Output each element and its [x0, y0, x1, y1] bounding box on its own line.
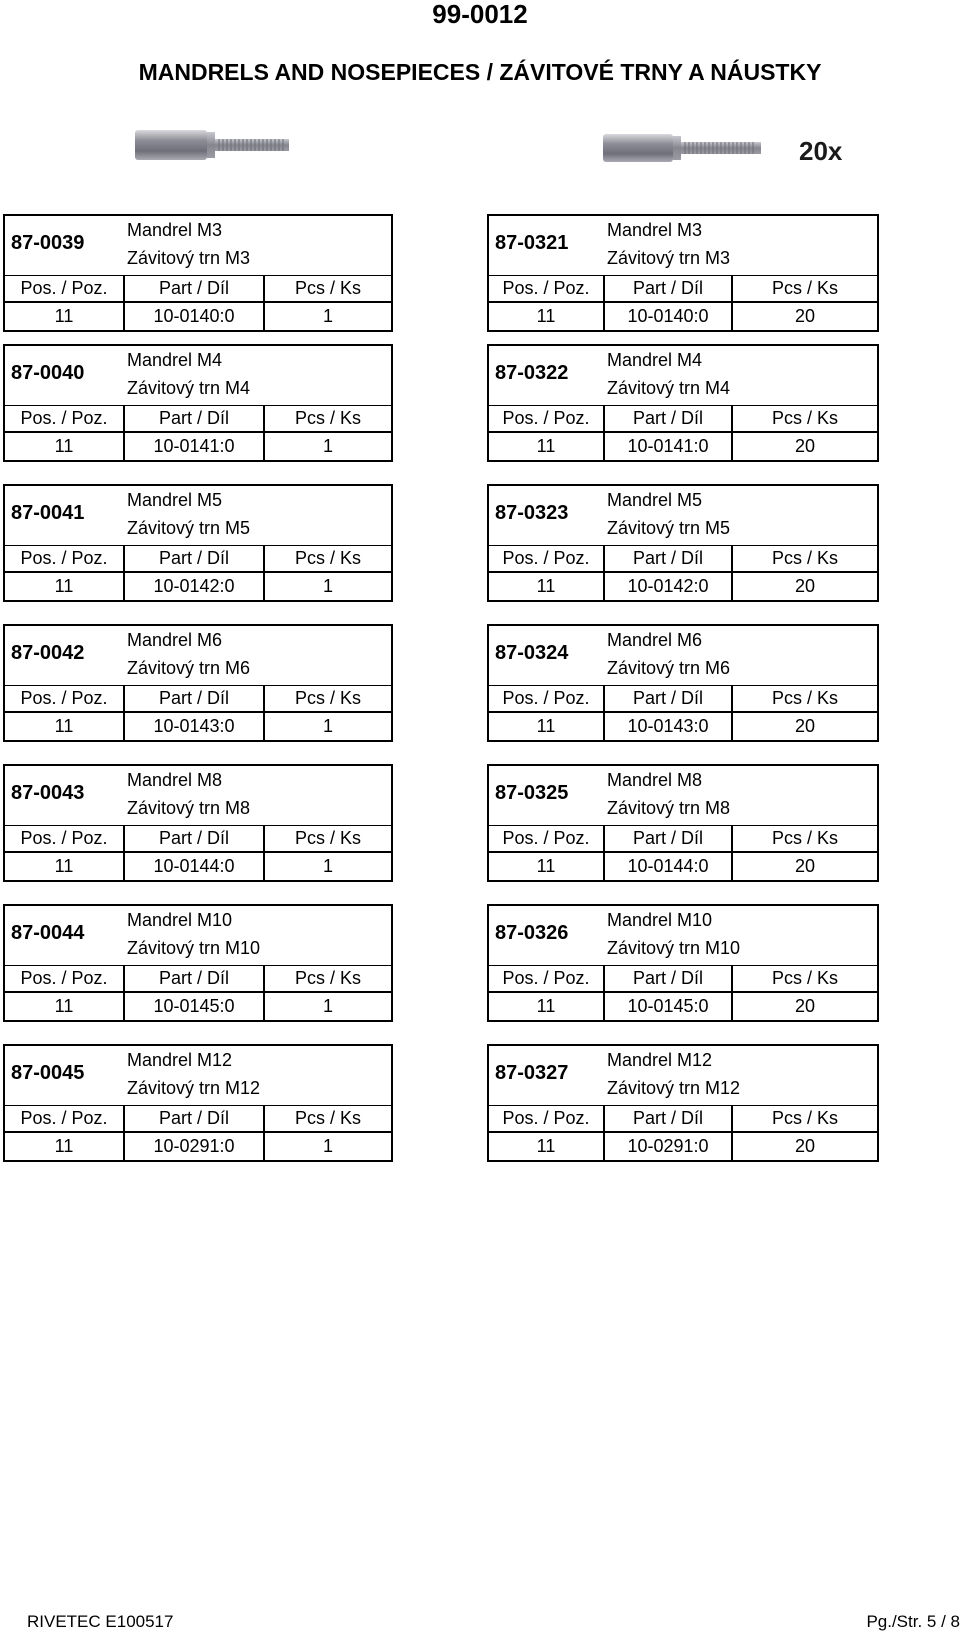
- table-row: [489, 1131, 877, 1160]
- part-value: 10-0141:0: [605, 433, 733, 460]
- pos-header: Pos. / Poz.: [489, 1106, 605, 1131]
- item-name-en: Mandrel M6: [127, 630, 223, 650]
- part-header: Part / Díl: [605, 826, 733, 851]
- document-reference: RIVETEC E100517: [27, 1612, 174, 1631]
- item-name-en: Mandrel M3: [127, 220, 223, 240]
- part-value: 10-0145:0: [125, 993, 265, 1020]
- pcs-value: 1: [322, 306, 333, 326]
- table-row: [489, 991, 877, 1020]
- item-code: 87-0326: [495, 922, 569, 944]
- item-name-en: Mandrel M10: [607, 910, 713, 930]
- item-name-en: Mandrel M10: [127, 910, 233, 930]
- pcs-header: Pcs / Ks: [771, 688, 838, 708]
- part-value: 10-0291:0: [605, 1133, 733, 1160]
- item-code: 87-0322: [495, 362, 569, 384]
- item-code: 87-0041: [11, 502, 85, 524]
- item-code: 87-0323: [495, 502, 569, 524]
- pcs-header: Pcs / Ks: [294, 408, 361, 428]
- pcs-value: 20: [794, 856, 816, 876]
- part-value: 10-0144:0: [125, 853, 265, 880]
- item-name-cz: Závitový trn M6: [127, 658, 251, 678]
- pos-value: 11: [489, 853, 605, 880]
- part-header: Part / Díl: [605, 686, 733, 711]
- part-header: Part / Díl: [605, 406, 733, 431]
- pcs-value: 1: [322, 1136, 333, 1156]
- table-row: [489, 431, 877, 460]
- page-title: MANDRELS AND NOSEPIECES / ZÁVITOVÉ TRNY A NÁUSTKY: [138, 59, 822, 85]
- table-row: [5, 711, 391, 740]
- pos-header: Pos. / Poz.: [489, 826, 605, 851]
- pos-value: 11: [489, 433, 605, 460]
- part-header: Part / Díl: [125, 686, 265, 711]
- mandrel-illustration-left: [135, 126, 305, 166]
- pcs-value: 20: [794, 996, 816, 1016]
- part-value: 10-0144:0: [605, 853, 733, 880]
- item-box: [487, 904, 879, 1022]
- item-box: [3, 624, 393, 742]
- document-code: 99-0012: [432, 0, 528, 29]
- pos-header: Pos. / Poz.: [5, 826, 125, 851]
- item-box: [487, 1044, 879, 1162]
- table-header-row: [489, 685, 877, 711]
- item-name-en: Mandrel M12: [127, 1050, 233, 1070]
- table-row: [489, 301, 877, 330]
- pos-value: 11: [5, 993, 125, 1020]
- item-name-en: Mandrel M3: [607, 220, 703, 240]
- item-code: 87-0044: [11, 922, 85, 944]
- table-row: [5, 851, 391, 880]
- pos-value: 11: [489, 993, 605, 1020]
- table-header-row: [5, 685, 391, 711]
- item-box: [487, 214, 879, 332]
- table-row: [5, 571, 391, 600]
- table-header-row: [489, 1105, 877, 1131]
- part-header: Part / Díl: [605, 546, 733, 571]
- part-value: 10-0143:0: [125, 713, 265, 740]
- table-row: [489, 711, 877, 740]
- pos-header: Pos. / Poz.: [489, 686, 605, 711]
- pos-value: 11: [5, 1133, 125, 1160]
- part-header: Part / Díl: [125, 1106, 265, 1131]
- item-box: [487, 624, 879, 742]
- pcs-value: 1: [322, 716, 333, 736]
- table-header-row: [489, 275, 877, 301]
- pcs-header: Pcs / Ks: [771, 408, 838, 428]
- item-name-cz: Závitový trn M8: [607, 798, 731, 818]
- pos-header: Pos. / Poz.: [489, 276, 605, 301]
- part-header: Part / Díl: [125, 276, 265, 301]
- item-box: [3, 484, 393, 602]
- item-name-en: Mandrel M8: [607, 770, 703, 790]
- item-name-cz: Závitový trn M8: [127, 798, 251, 818]
- page-number: Pg./Str. 5 / 8: [866, 1612, 960, 1631]
- pos-value: 11: [5, 433, 125, 460]
- item-name-cz: Závitový trn M10: [127, 938, 261, 958]
- item-code: 87-0042: [11, 642, 85, 664]
- pos-header: Pos. / Poz.: [489, 966, 605, 991]
- pos-value: 11: [489, 1133, 605, 1160]
- pcs-header: Pcs / Ks: [771, 828, 838, 848]
- pcs-value: 20: [794, 716, 816, 736]
- pos-header: Pos. / Poz.: [5, 1106, 125, 1131]
- item-box: [3, 344, 393, 462]
- mandrel-illustration-right: [603, 130, 768, 166]
- item-box: [3, 1044, 393, 1162]
- table-row: [5, 991, 391, 1020]
- item-box: [487, 764, 879, 882]
- pos-header: Pos. / Poz.: [5, 546, 125, 571]
- pcs-header: Pcs / Ks: [771, 548, 838, 568]
- part-value: 10-0141:0: [125, 433, 265, 460]
- item-name-cz: Závitový trn M12: [607, 1078, 741, 1098]
- item-box: [3, 904, 393, 1022]
- part-header: Part / Díl: [125, 966, 265, 991]
- pos-header: Pos. / Poz.: [489, 406, 605, 431]
- item-box: [487, 484, 879, 602]
- table-header-row: [5, 275, 391, 301]
- pcs-header: Pcs / Ks: [771, 278, 838, 298]
- pos-header: Pos. / Poz.: [5, 686, 125, 711]
- part-value: 10-0143:0: [605, 713, 733, 740]
- pos-value: 11: [5, 853, 125, 880]
- pos-value: 11: [489, 303, 605, 330]
- pcs-value: 1: [322, 576, 333, 596]
- table-row: [5, 1131, 391, 1160]
- pos-value: 11: [489, 573, 605, 600]
- pcs-value: 1: [322, 436, 333, 456]
- table-header-row: [489, 825, 877, 851]
- item-code: 87-0043: [11, 782, 85, 804]
- pcs-header: Pcs / Ks: [294, 1108, 361, 1128]
- table-header-row: [489, 965, 877, 991]
- item-name-cz: Závitový trn M4: [607, 378, 731, 398]
- table-header-row: [5, 545, 391, 571]
- table-header-row: [489, 405, 877, 431]
- item-code: 87-0324: [495, 642, 569, 664]
- item-name-cz: Závitový trn M5: [127, 518, 251, 538]
- table-header-row: [5, 965, 391, 991]
- part-header: Part / Díl: [605, 276, 733, 301]
- table-header-row: [5, 825, 391, 851]
- part-value: 10-0142:0: [605, 573, 733, 600]
- part-value: 10-0140:0: [605, 303, 733, 330]
- item-box: [487, 344, 879, 462]
- pcs-header: Pcs / Ks: [771, 968, 838, 988]
- quantity-label: 20x: [799, 136, 843, 166]
- item-code: 87-0039: [11, 232, 85, 254]
- pos-value: 11: [5, 303, 125, 330]
- item-name-en: Mandrel M5: [607, 490, 703, 510]
- part-value: 10-0140:0: [125, 303, 265, 330]
- pos-value: 11: [489, 713, 605, 740]
- pos-header: Pos. / Poz.: [489, 546, 605, 571]
- item-name-en: Mandrel M6: [607, 630, 703, 650]
- part-header: Part / Díl: [125, 546, 265, 571]
- item-name-cz: Závitový trn M12: [127, 1078, 261, 1098]
- table-row: [489, 571, 877, 600]
- item-name-cz: Závitový trn M3: [127, 248, 251, 268]
- item-code: 87-0325: [495, 782, 569, 804]
- item-code: 87-0327: [495, 1062, 569, 1084]
- pcs-header: Pcs / Ks: [294, 688, 361, 708]
- item-name-cz: Závitový trn M5: [607, 518, 731, 538]
- pcs-header: Pcs / Ks: [771, 1108, 838, 1128]
- item-name-en: Mandrel M4: [127, 350, 223, 370]
- item-code: 87-0045: [11, 1062, 85, 1084]
- item-name-en: Mandrel M12: [607, 1050, 713, 1070]
- part-value: 10-0145:0: [605, 993, 733, 1020]
- pcs-value: 20: [794, 306, 816, 326]
- pcs-header: Pcs / Ks: [294, 828, 361, 848]
- item-name-cz: Závitový trn M6: [607, 658, 731, 678]
- table-header-row: [5, 1105, 391, 1131]
- part-header: Part / Díl: [605, 1106, 733, 1131]
- pos-header: Pos. / Poz.: [5, 966, 125, 991]
- table-header-row: [5, 405, 391, 431]
- pcs-value: 20: [794, 436, 816, 456]
- pcs-header: Pcs / Ks: [294, 968, 361, 988]
- pcs-value: 1: [322, 856, 333, 876]
- pos-header: Pos. / Poz.: [5, 276, 125, 301]
- pcs-value: 20: [794, 576, 816, 596]
- pos-value: 11: [5, 713, 125, 740]
- item-box: [3, 214, 393, 332]
- part-header: Part / Díl: [125, 826, 265, 851]
- pcs-header: Pcs / Ks: [294, 278, 361, 298]
- pcs-value: 1: [322, 996, 333, 1016]
- part-value: 10-0142:0: [125, 573, 265, 600]
- item-code: 87-0040: [11, 362, 85, 384]
- item-code: 87-0321: [495, 232, 569, 254]
- pcs-header: Pcs / Ks: [294, 548, 361, 568]
- part-value: 10-0291:0: [125, 1133, 265, 1160]
- pcs-value: 20: [794, 1136, 816, 1156]
- item-name-en: Mandrel M8: [127, 770, 223, 790]
- part-header: Part / Díl: [125, 406, 265, 431]
- pos-header: Pos. / Poz.: [5, 406, 125, 431]
- table-row: [5, 431, 391, 460]
- pos-value: 11: [5, 573, 125, 600]
- table-header-row: [489, 545, 877, 571]
- item-box: [3, 764, 393, 882]
- table-row: [489, 851, 877, 880]
- item-name-cz: Závitový trn M4: [127, 378, 251, 398]
- item-name-cz: Závitový trn M3: [607, 248, 731, 268]
- item-name-en: Mandrel M4: [607, 350, 703, 370]
- table-row: [5, 301, 391, 330]
- item-name-cz: Závitový trn M10: [607, 938, 741, 958]
- part-header: Part / Díl: [605, 966, 733, 991]
- item-name-en: Mandrel M5: [127, 490, 223, 510]
